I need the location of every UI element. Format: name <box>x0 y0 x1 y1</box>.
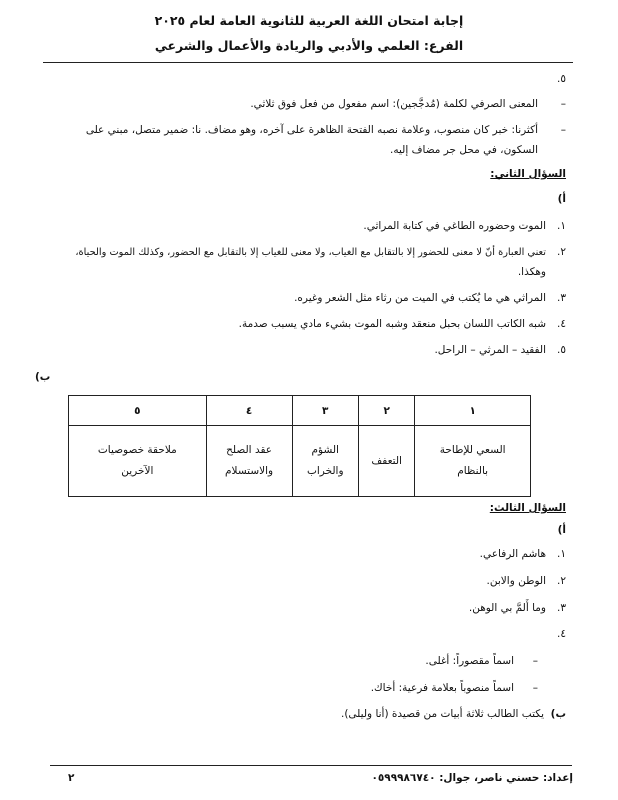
page-number: ٢ <box>68 772 75 784</box>
list-item-continued: السكون، في محل جر مضاف إليه. <box>390 144 538 156</box>
table-cell: التعفف <box>359 426 415 497</box>
table-header-cell: ٢ <box>359 396 415 426</box>
footer-divider <box>50 765 572 766</box>
table-cell: ملاحقة خصوصيات الآخرين <box>69 426 207 497</box>
header-divider <box>43 62 573 63</box>
q2-answer-number: ٣. <box>557 292 566 304</box>
q2-answer-text: المراثي هي ما يُكتب في الميت من رثاء مثل الشعر وغيره. <box>294 292 546 304</box>
list-bullet: – <box>532 655 538 667</box>
q2-answer-text: الفقيد – المرثي – الراحل. <box>434 344 546 356</box>
table-cell: الشؤم والخراب <box>292 426 359 497</box>
q2-answer-continued: وهكذا. <box>517 266 546 278</box>
q2-answer-number: ٤. <box>557 318 566 330</box>
q2-answer-number: ٥. <box>557 344 566 356</box>
branch-subtitle: الفرع: العلمي والأدبي والريادة والأعمال والشرعي <box>154 38 464 53</box>
table-cell: عقد الصلح والاستسلام <box>206 426 292 497</box>
q3-answer-number: ١. <box>557 548 566 560</box>
q5-number: ٥. <box>557 73 566 85</box>
q3-part-b-text: يكتب الطالب ثلاثة أبيات من قصيدة (أنا وليلى). <box>341 708 544 720</box>
q3-answer-number: ٣. <box>557 602 566 614</box>
q3-heading: السؤال الثالث: <box>489 502 566 514</box>
table-header-cell: ١ <box>415 396 531 426</box>
q2-heading: السؤال الثاني: <box>490 168 566 180</box>
list-item: المعنى الصرفي لكلمة (مُدجَّجين): اسم مفعول من فعل فوق ثلاثي. <box>250 98 538 110</box>
q3-part-b-label: ب) <box>550 708 566 720</box>
list-bullet: – <box>532 682 538 694</box>
list-bullet: – <box>560 124 566 136</box>
table-header-cell: ٥ <box>69 396 207 426</box>
table-header-cell: ٣ <box>292 396 359 426</box>
page-title: إجابة امتحان اللغة العربية للثانوية العامة لعام ٢٠٢٥ <box>154 13 464 28</box>
list-item: اسماً منصوباً بعلامة فرعية: أخاك. <box>370 682 514 694</box>
list-item: اسماً مقصوراً: أغلى. <box>425 655 514 667</box>
list-item: أكثرنا: خبر كان منصوب، وعلامة نصبه الفتحة الظاهرة على آخره، وهو مضاف. نا: ضمير متصل، مبني على <box>85 124 538 136</box>
q2-answer-number: ١. <box>557 220 566 232</box>
q3-answer-text: وما أَلمَّ بي الوهن. <box>468 602 546 614</box>
q2-part-a: أ) <box>557 193 566 205</box>
q2-answer-text: الموت وحضوره الطاغي في كتابة المراثي. <box>363 220 546 232</box>
q2-answer-text: شبه الكاتب اللسان بحبل منعقد وشبه الموت بشيء مادي يسبب صدمة. <box>238 318 546 330</box>
footer-author: إعداد: حسني ناصر، جوال: ٠٥٩٩٩٨٦٧٤٠ <box>371 772 573 784</box>
q2-answer-number: ٢. <box>557 246 566 258</box>
q3-answer-text: الوطن والابن. <box>486 575 546 587</box>
q3-answer-text: هاشم الرفاعي. <box>479 548 546 560</box>
q3-part-a: أ) <box>557 524 566 536</box>
list-bullet: – <box>560 98 566 110</box>
q2-part-b: ب) <box>35 371 51 383</box>
q3-answer-number: ٢. <box>557 575 566 587</box>
q2-answer-text: تعني العبارة أنّ لا معنى للحضور إلا بالتقابل مع الغياب، ولا معنى للغياب إلا بالتقابل مع الحضور، وكذلك الموت والحياة، <box>75 247 546 258</box>
table-header-cell: ٤ <box>206 396 292 426</box>
answer-table <box>68 395 531 497</box>
q3-answer-number: ٤. <box>557 628 566 640</box>
table-cell: السعي للإطاحة بالنظام <box>415 426 531 497</box>
